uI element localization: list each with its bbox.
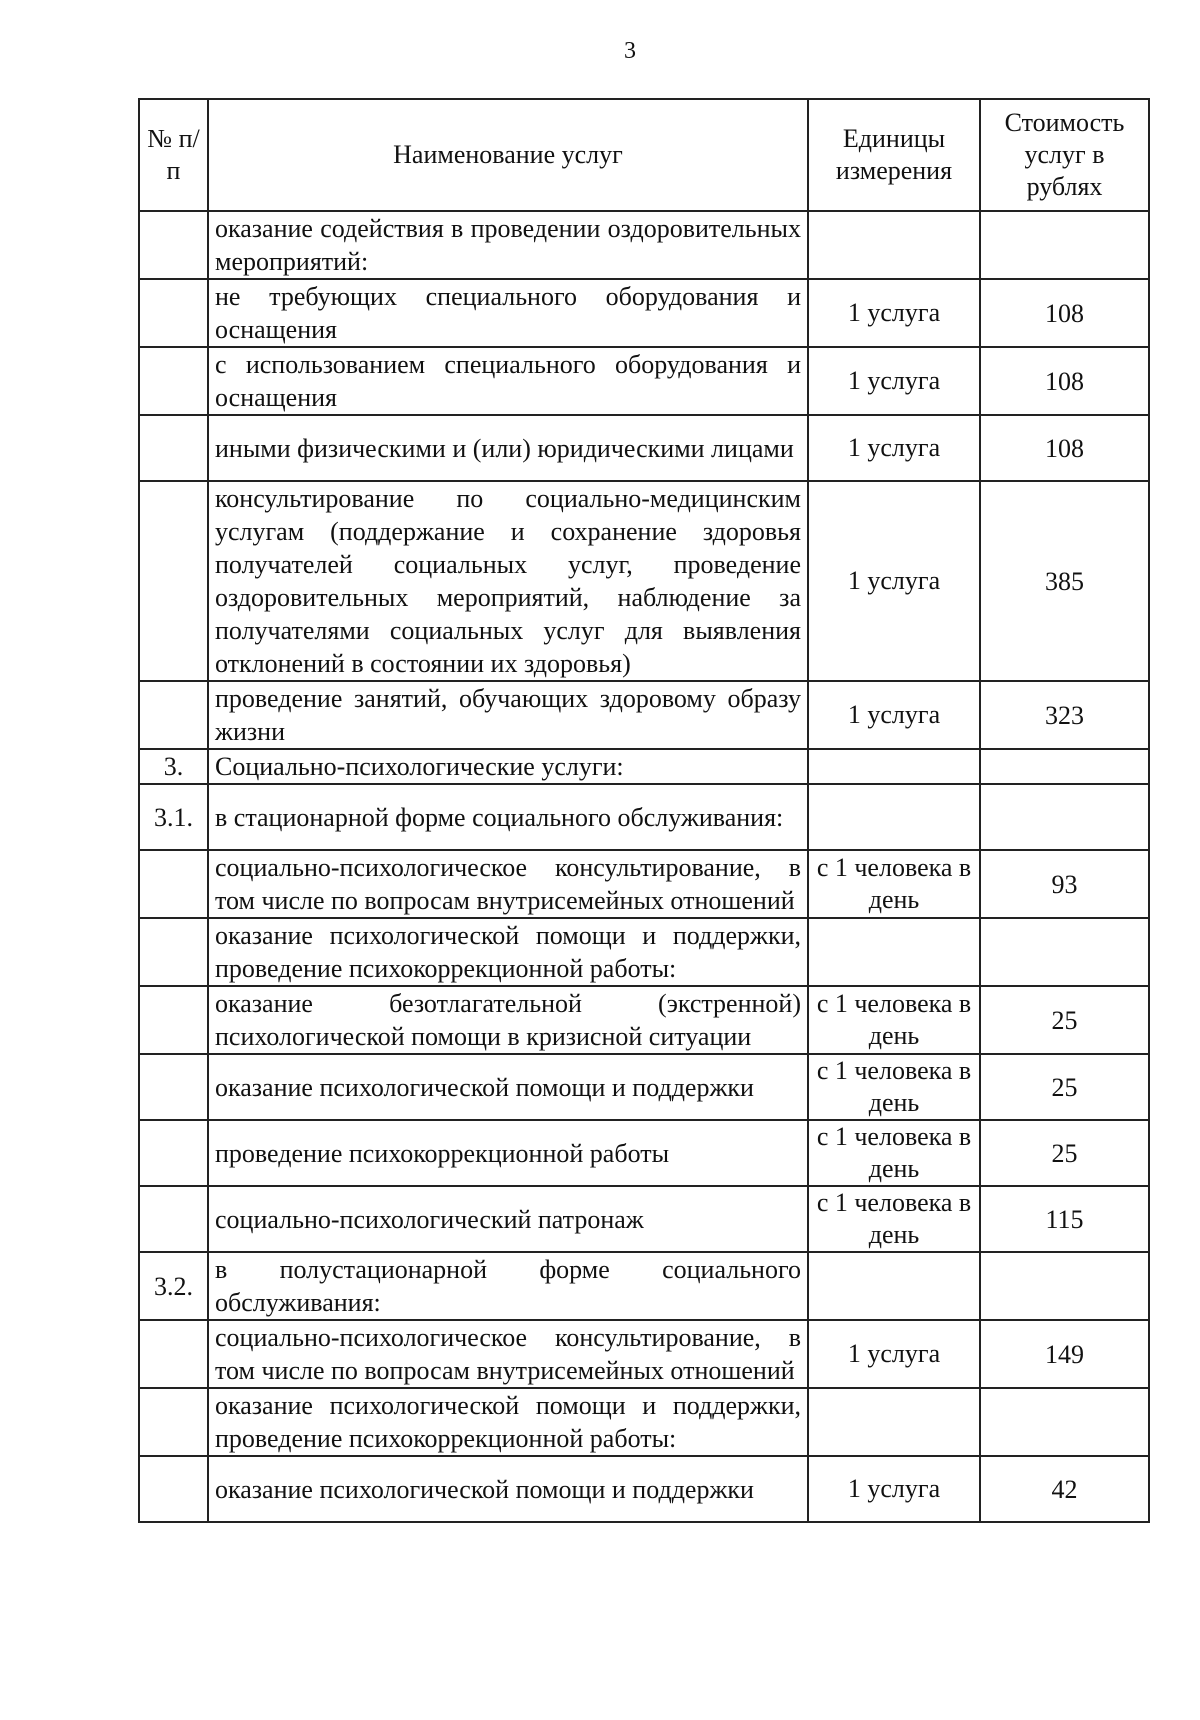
row-num [139, 681, 208, 749]
row-cost [980, 211, 1149, 279]
row-cost: 108 [980, 415, 1149, 481]
row-service-name: социально-психологическое консультирование, в том числе по вопросам внутрисемейных отношений [208, 850, 808, 918]
row-cost: 149 [980, 1320, 1149, 1388]
row-unit [808, 1388, 980, 1456]
row-service-name: оказание психологической помощи и поддержки, проведение психокоррекционной работы: [208, 1388, 808, 1456]
row-cost: 93 [980, 850, 1149, 918]
row-unit: 1 услуга [808, 1456, 980, 1522]
table-row [139, 1388, 1149, 1456]
row-cost [980, 918, 1149, 986]
row-cost: 42 [980, 1456, 1149, 1522]
row-service-name: оказание психологической помощи и поддержки, проведение психокоррекционной работы: [208, 918, 808, 986]
row-cost [980, 749, 1149, 784]
row-service-name: оказание психологической помощи и поддержки [208, 1054, 808, 1120]
table-row [139, 211, 1149, 279]
row-num [139, 1120, 208, 1186]
row-unit [808, 784, 980, 850]
row-unit: с 1 человека в день [808, 1120, 980, 1186]
table-row [139, 415, 1149, 481]
header-cost: Стоимость услуг в рублях [980, 99, 1149, 211]
row-num [139, 1388, 208, 1456]
row-service-name: с использованием специального оборудования и оснащения [208, 347, 808, 415]
table-row [139, 1320, 1149, 1388]
row-cost: 25 [980, 1054, 1149, 1120]
row-num [139, 279, 208, 347]
table-row [139, 784, 1149, 850]
row-cost: 25 [980, 986, 1149, 1054]
row-unit [808, 918, 980, 986]
row-cost: 385 [980, 481, 1149, 681]
table-header-row [139, 99, 1149, 211]
row-num [139, 1054, 208, 1120]
table-row [139, 481, 1149, 681]
header-num: № п/п [139, 99, 208, 211]
row-unit: 1 услуга [808, 681, 980, 749]
row-cost: 323 [980, 681, 1149, 749]
row-num: 3. [139, 749, 208, 784]
table-row [139, 986, 1149, 1054]
table-row [139, 918, 1149, 986]
table-row [139, 1456, 1149, 1522]
table-row [139, 1186, 1149, 1252]
row-cost: 25 [980, 1120, 1149, 1186]
row-num [139, 1186, 208, 1252]
table-row [139, 1054, 1149, 1120]
row-unit: 1 услуга [808, 1320, 980, 1388]
row-service-name: оказание безотлагательной (экстренной) психологической помощи в кризисной ситуации [208, 986, 808, 1054]
row-unit: 1 услуга [808, 481, 980, 681]
row-num [139, 1320, 208, 1388]
row-unit: с 1 человека в день [808, 986, 980, 1054]
row-unit: 1 услуга [808, 279, 980, 347]
row-service-name: оказание психологической помощи и поддержки [208, 1456, 808, 1522]
row-num: 3.2. [139, 1252, 208, 1320]
row-cost [980, 784, 1149, 850]
row-service-name: проведение психокоррекционной работы [208, 1120, 808, 1186]
table-row [139, 749, 1149, 784]
row-unit: с 1 человека в день [808, 1186, 980, 1252]
header-name: Наименование услуг [208, 99, 808, 211]
row-service-name: консультирование по социально-медицинским услугам (поддержание и сохранение здоровья получателей социальных услуг, проведение оздоровительных мероприятий, наблюдение за получателями социальных услуг для выявления отклонений в состоянии их здоровья) [208, 481, 808, 681]
table-row [139, 279, 1149, 347]
row-service-name: иными физическими и (или) юридическими лицами [208, 415, 808, 481]
table-row [139, 850, 1149, 918]
row-unit [808, 749, 980, 784]
row-service-name: социально-психологическое консультирование, в том числе по вопросам внутрисемейных отношений [208, 1320, 808, 1388]
table-row [139, 347, 1149, 415]
header-unit: Единицы измерения [808, 99, 980, 211]
row-unit [808, 1252, 980, 1320]
row-service-name: оказание содействия в проведении оздоровительных мероприятий: [208, 211, 808, 279]
row-num: 3.1. [139, 784, 208, 850]
row-cost [980, 1388, 1149, 1456]
row-num [139, 918, 208, 986]
row-num [139, 211, 208, 279]
row-cost: 108 [980, 279, 1149, 347]
table-row [139, 1252, 1149, 1320]
row-unit: 1 услуга [808, 415, 980, 481]
row-cost: 108 [980, 347, 1149, 415]
row-service-name: Социально-психологические услуги: [208, 749, 808, 784]
row-unit: 1 услуга [808, 347, 980, 415]
row-unit: с 1 человека в день [808, 1054, 980, 1120]
row-unit: с 1 человека в день [808, 850, 980, 918]
row-cost: 115 [980, 1186, 1149, 1252]
table-row [139, 1120, 1149, 1186]
row-num [139, 850, 208, 918]
row-service-name: проведение занятий, обучающих здоровому образу жизни [208, 681, 808, 749]
table-row [139, 681, 1149, 749]
row-num [139, 415, 208, 481]
row-num [139, 1456, 208, 1522]
row-service-name: социально-психологический патронаж [208, 1186, 808, 1252]
row-service-name: не требующих специального оборудования и оснащения [208, 279, 808, 347]
services-price-table [138, 98, 1150, 1523]
row-unit [808, 211, 980, 279]
row-num [139, 986, 208, 1054]
row-num [139, 347, 208, 415]
row-service-name: в полустационарной форме социального обслуживания: [208, 1252, 808, 1320]
row-num [139, 481, 208, 681]
row-cost [980, 1252, 1149, 1320]
page-number: 3 [624, 38, 636, 64]
row-service-name: в стационарной форме социального обслуживания: [208, 784, 808, 850]
